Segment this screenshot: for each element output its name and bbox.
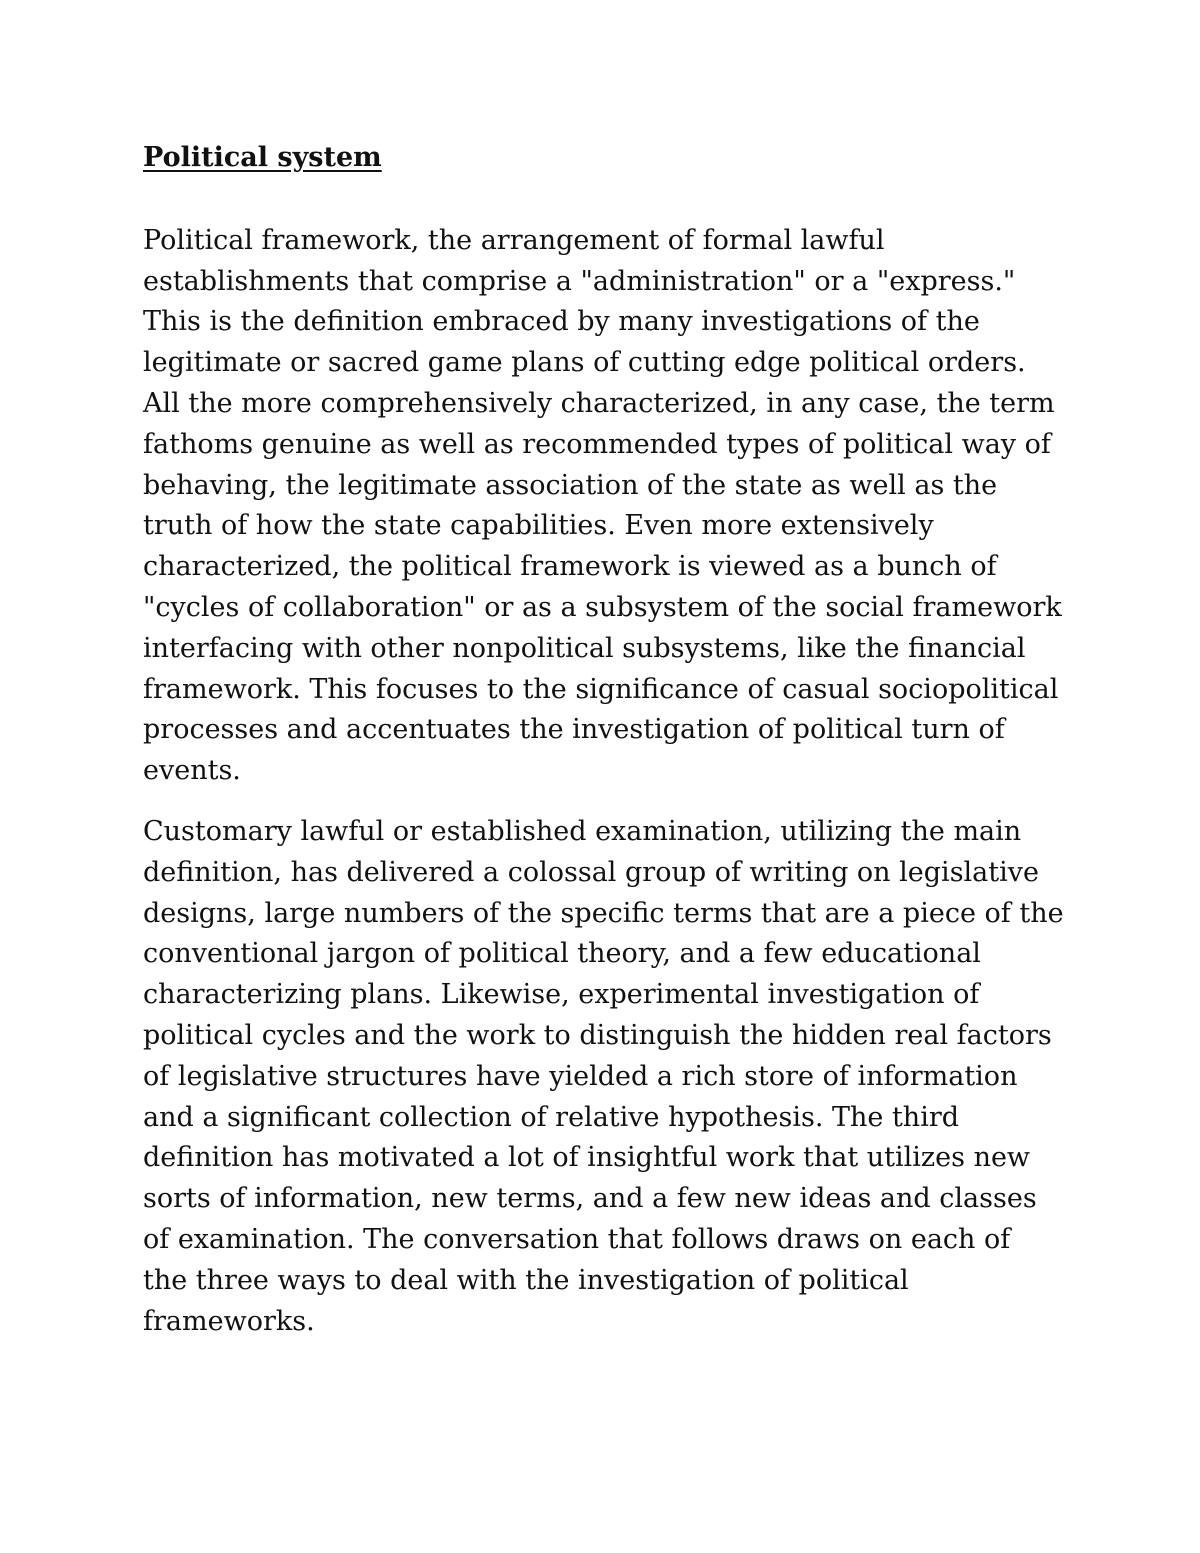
document-body bbox=[143, 138, 1073, 1342]
paragraph: Political framework, the arrangement of formal lawful establishments that comprise a "administration" or a "express." This is the definition embraced by many investigations of the legitimate or sacred game plans of cutting edge political orders. All the more comprehensively characterized, in any case, the term fathoms genuine as well as recommended types of political way of behaving, the legitimate association of the state as well as the truth of how the state capabilities. Even more extensively characterized, the political framework is viewed as a bunch of "cycles of collaboration" or as a subsystem of the social framework interfacing with other nonpolitical subsystems, like the financial framework. This focuses to the significance of casual sociopolitical processes and accentuates the investigation of political turn of events. bbox=[143, 224, 1062, 787]
document-title: Political system bbox=[143, 142, 382, 173]
paragraph: Customary lawful or established examination, utilizing the main definition, has delivered a colossal group of writing on legislative designs, large numbers of the specific terms that are a piece of the conventional jargon of political theory, and a few educational characterizing plans. Likewise, experimental investigation of political cycles and the work to distinguish the hidden real factors of legislative structures have yielded a rich store of information and a significant collection of relative hypothesis. The third definition has motivated a lot of insightful work that utilizes new sorts of information, new terms, and a few new ideas and classes of examination. The conversation that follows draws on each of the three ways to deal with the investigation of political frameworks. bbox=[143, 815, 1064, 1337]
